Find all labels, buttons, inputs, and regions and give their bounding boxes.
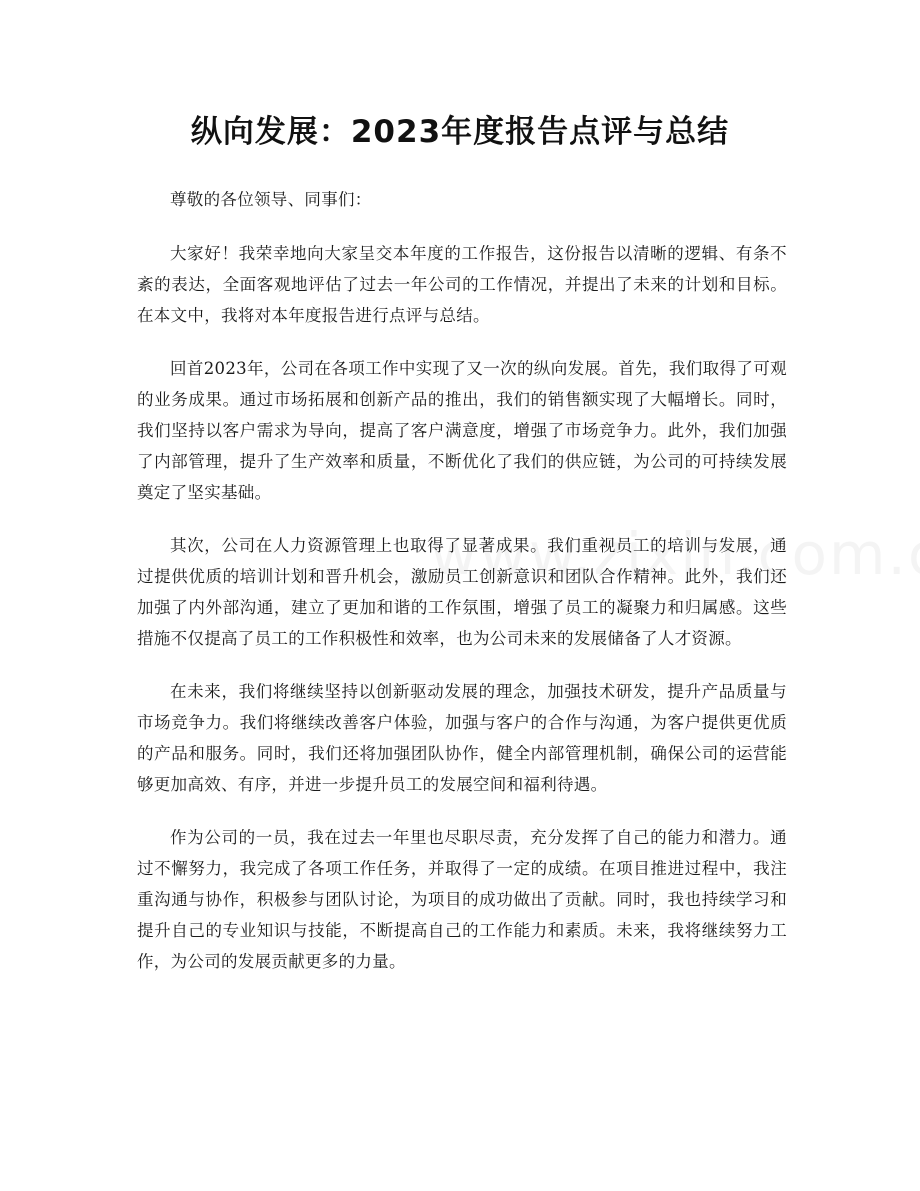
future-plans-paragraph: 在未来，我们将继续坚持以创新驱动发展的理念，加强技术研发，提升产品质量与市场竞争力。我们将继续改善客户体验，加强与客户的合作与沟通，为客户提供更优质的产品和服务。同时，我们还将加强团队协作，健全内部管理机制，确保公司的运营能够更加高效、有序，并进一步提升员工的发展空间和福利待遇。 — [137, 682, 787, 794]
personal-summary-paragraph: 作为公司的一员，我在过去一年里也尽职尽责，充分发挥了自己的能力和潜力。通过不懈努力，我完成了各项工作任务，并取得了一定的成绩。在项目推进过程中，我注重沟通与协作，积极参与团队讨论，为项目的成功做出了贡献。同时，我也持续学习和提升自己的专业知识与技能，不断提高自己的工作能力和素质。未来，我将继续努力工作，为公司的发展贡献更多的力量。 — [137, 828, 787, 971]
greeting-paragraph: 尊敬的各位领导、同事们： — [170, 190, 372, 209]
hr-results-paragraph: 其次，公司在人力资源管理上也取得了显著成果。我们重视员工的培训与发展，通过提供优质的培训计划和晋升机会，激励员工创新意识和团队合作精神。此外，我们还加强了内外部沟通，建立了更加和谐的工作氛围，增强了员工的凝聚力和归属感。这些措施不仅提高了员工的工作积极性和效率，也为公司未来的发展储备了人才资源。 — [137, 536, 787, 648]
document-title: 纵向发展：2023年度报告点评与总结 — [190, 114, 730, 150]
intro-paragraph: 大家好！我荣幸地向大家呈交本年度的工作报告，这份报告以清晰的逻辑、有条不紊的表达，全面客观地评估了过去一年公司的工作情况，并提出了未来的计划和目标。在本文中，我将对本年度报告进行点评与总结。 — [137, 244, 787, 325]
business-results-paragraph: 回首2023年，公司在各项工作中实现了又一次的纵向发展。首先，我们取得了可观的业务成果。通过市场拓展和创新产品的推出，我们的销售额实现了大幅增长。同时，我们坚持以客户需求为导向，提高了客户满意度，增强了市场竞争力。此外，我们加强了内部管理，提升了生产效率和质量，不断优化了我们的供应链，为公司的可持续发展奠定了坚实基础。 — [137, 359, 787, 502]
document-body — [137, 184, 787, 999]
